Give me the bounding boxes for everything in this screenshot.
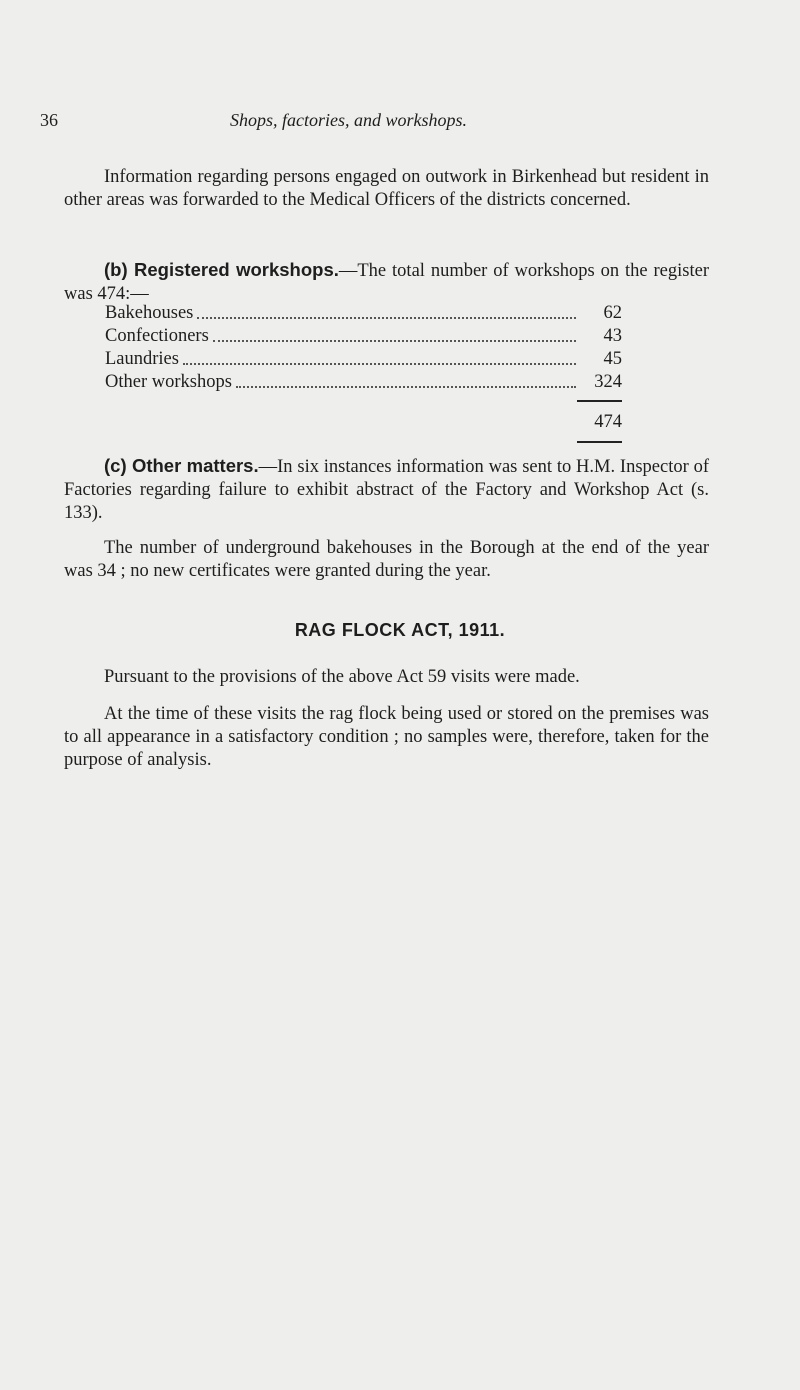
table-row — [105, 302, 622, 325]
other-matters-paragraph — [64, 454, 709, 525]
row-label: Other workshops — [105, 372, 232, 392]
dot-leader — [213, 325, 576, 342]
rag-flock-heading: RAG FLOCK ACT, 1911. — [294, 620, 506, 640]
other-matters-block — [64, 454, 709, 525]
table-row — [105, 348, 622, 371]
outwork-paragraph: Information regarding persons engaged on outwork in Birkenhead but resident in other areas was forwarded to the Medical Officers of the districts concerned. — [64, 167, 709, 210]
registered-workshops-text: —The total number of workshops on the register was 474:— — [64, 261, 709, 304]
running-title: Shops, factories, and workshops. — [230, 110, 468, 130]
row-value: 43 — [603, 326, 622, 346]
dot-leader — [236, 371, 576, 388]
row-label: Laundries — [105, 349, 179, 369]
other-matters-lead: (c) Other matters. — [104, 455, 259, 476]
table-row — [105, 371, 622, 394]
rag-flock-para1-block — [64, 666, 709, 689]
rag-flock-para2-block — [64, 703, 709, 772]
registered-workshops-block — [64, 258, 709, 306]
workshops-total: 474 — [594, 412, 622, 432]
workshops-table — [105, 302, 622, 394]
row-value: 324 — [594, 372, 622, 392]
outwork-paragraph-block — [64, 166, 709, 212]
total-rule-bottom — [577, 441, 622, 443]
dot-leader — [183, 348, 576, 365]
dot-leader — [197, 302, 576, 319]
rag-flock-paragraph-2: At the time of these visits the rag flock being used or stored on the premises was to all appearance in a satisfactory condition ; no samples were, therefore, taken for the purpose of analysis. — [64, 704, 709, 770]
row-label: Bakehouses — [105, 303, 194, 323]
table-row — [105, 325, 622, 348]
page-header — [40, 110, 700, 134]
underground-block — [64, 537, 709, 583]
underground-paragraph: The number of underground bakehouses in the Borough at the end of the year was 34 ; no new certificates were granted during the year. — [64, 538, 709, 581]
row-value: 62 — [603, 303, 622, 323]
other-matters-text: —In six instances information was sent to H.M. Inspector of Factories regarding failure to exhibit abstract of the Factory and Workshop Act (s. 133). — [64, 457, 709, 523]
page-number: 36 — [40, 110, 58, 130]
registered-workshops-paragraph — [64, 258, 709, 306]
row-value: 45 — [603, 349, 622, 369]
registered-workshops-lead: (b) Registered workshops. — [104, 259, 339, 280]
total-rule-top — [577, 400, 622, 402]
row-label: Confectioners — [105, 326, 209, 346]
rag-flock-paragraph-1: Pursuant to the provisions of the above Act 59 visits were made. — [104, 667, 580, 687]
